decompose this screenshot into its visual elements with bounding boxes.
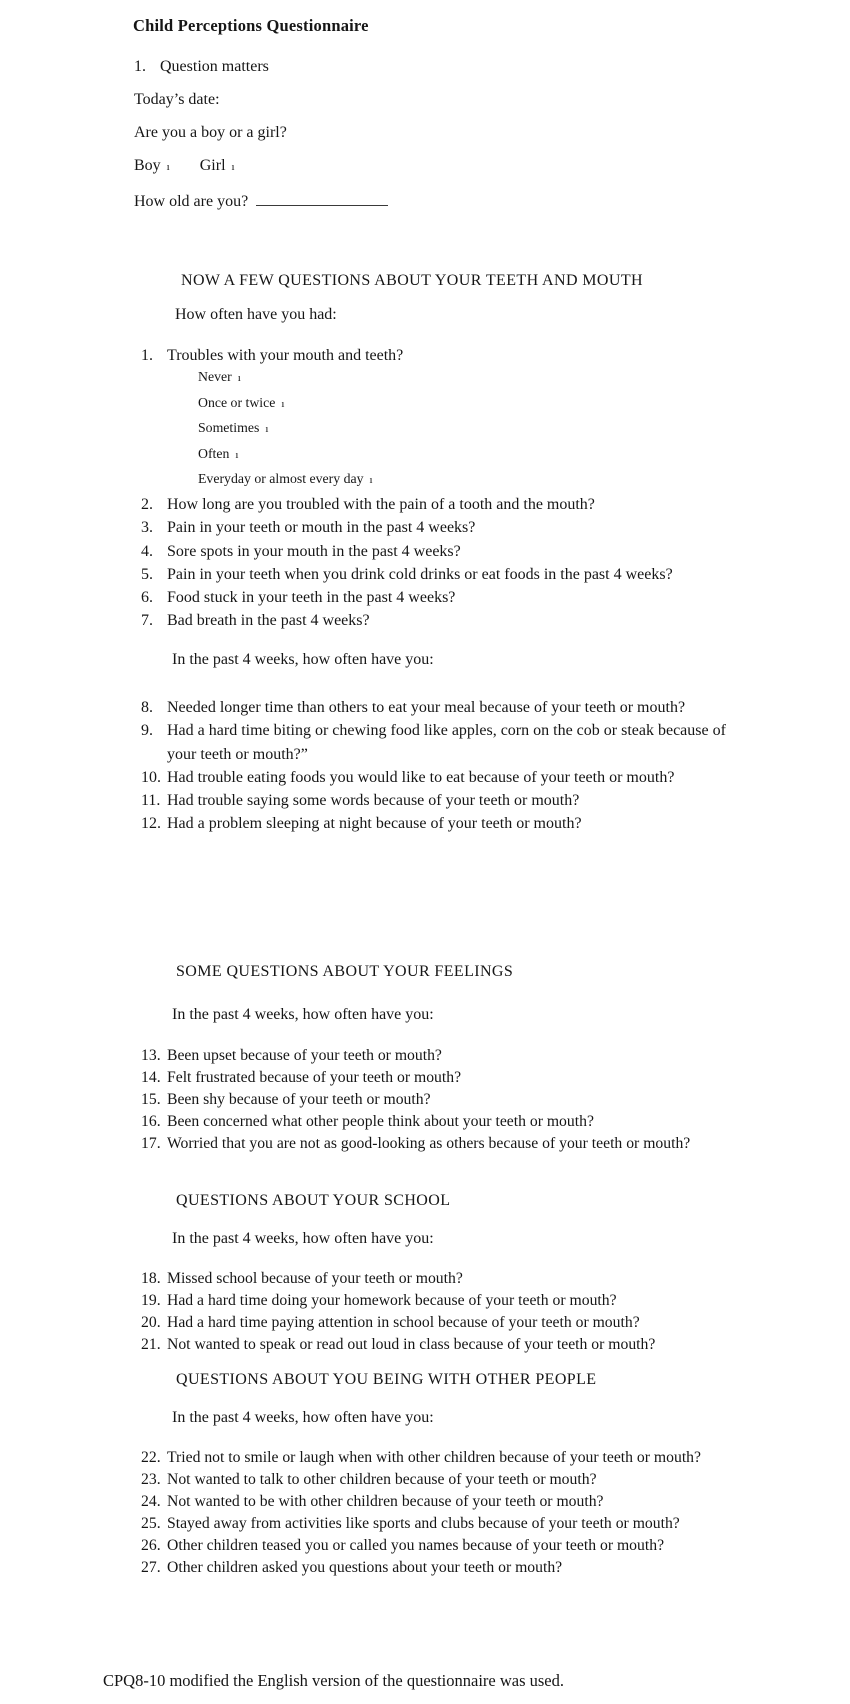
question-1-row xyxy=(141,344,751,367)
question-text: Tried not to smile or laugh when with other children because of your teeth or mouth? xyxy=(167,1449,701,1466)
question-list-feelings xyxy=(141,1045,751,1155)
question-item xyxy=(141,586,751,609)
question-item xyxy=(141,1491,751,1513)
question-number: 9. xyxy=(141,722,153,740)
intro-item-number: 1. xyxy=(134,58,146,75)
question-item xyxy=(141,540,751,563)
question-item xyxy=(141,1513,751,1535)
intro-item-text: Question matters xyxy=(160,58,269,75)
question-text: Troubles with your mouth and teeth? xyxy=(167,347,404,364)
question-text: Not wanted to be with other children because of your teeth or mouth? xyxy=(167,1493,604,1510)
checkbox-mark: ı xyxy=(281,397,285,410)
question-number: 20. xyxy=(141,1314,161,1331)
instruction-past4weeks: In the past 4 weeks, how often have you: xyxy=(172,1230,434,1247)
question-item xyxy=(141,1290,751,1312)
question-number: 2. xyxy=(141,496,153,513)
question-list-school xyxy=(141,1268,751,1356)
question-text: Had a hard time biting or chewing food like apples, corn on the cob or steak because of your teeth or mouth?” xyxy=(167,722,726,763)
date-label: Today’s date: xyxy=(134,91,220,108)
question-item xyxy=(141,563,751,586)
checkbox-mark: ı xyxy=(166,161,170,173)
instruction-past4weeks: In the past 4 weeks, how often have you: xyxy=(172,651,434,668)
age-question-line xyxy=(134,190,388,212)
question-number: 19. xyxy=(141,1292,161,1309)
footer-note: CPQ8-10 modified the English version of the questionnaire was used. xyxy=(103,1671,565,1690)
question-list-functional xyxy=(141,696,751,836)
question-item xyxy=(141,1067,751,1089)
question-item xyxy=(141,609,751,632)
section-header-social: QUESTIONS ABOUT YOU BEING WITH OTHER PEOPLE xyxy=(176,1371,597,1388)
question-number: 4. xyxy=(141,542,153,560)
checkbox-mark: ı xyxy=(235,448,239,461)
option-label: Often xyxy=(198,445,230,461)
intro-block xyxy=(134,57,388,225)
question-item xyxy=(141,1089,751,1111)
question-text: Had a hard time doing your homework because of your teeth or mouth? xyxy=(167,1292,617,1309)
question-number: 5. xyxy=(141,565,153,583)
section-header-school: QUESTIONS ABOUT YOUR SCHOOL xyxy=(176,1192,451,1209)
question-list-social xyxy=(141,1447,751,1579)
question-item xyxy=(141,1334,751,1356)
question-number: 25. xyxy=(141,1515,161,1532)
question-text: Not wanted to speak or read out loud in class because of your teeth or mouth? xyxy=(167,1336,656,1353)
checkbox-mark: ı xyxy=(231,161,235,173)
checkbox-mark: ı xyxy=(369,474,373,487)
question-text: Food stuck in your teeth in the past 4 weeks? xyxy=(167,589,456,607)
question-text: Other children teased you or called you names because of your teeth or mouth? xyxy=(167,1537,665,1554)
option-label: Once or twice xyxy=(198,394,276,410)
instruction-past4weeks: In the past 4 weeks, how often have you: xyxy=(172,1409,434,1426)
boy-label: Boy xyxy=(134,157,161,174)
gender-question: Are you a boy or a girl? xyxy=(134,124,287,141)
question-text: Bad breath in the past 4 weeks? xyxy=(167,612,370,630)
question-text: Had a problem sleeping at night because of your teeth or mouth? xyxy=(167,815,582,833)
answer-option xyxy=(198,467,373,493)
question-item xyxy=(141,789,751,812)
question-item xyxy=(141,493,751,516)
question-number: 8. xyxy=(141,699,153,716)
question-item xyxy=(141,766,751,789)
question-item xyxy=(141,344,751,367)
question-number: 10. xyxy=(141,768,161,786)
gender-options xyxy=(134,156,388,177)
question-text: Had trouble saying some words because of your teeth or mouth? xyxy=(167,792,580,810)
answer-option xyxy=(198,442,373,468)
page-title: Child Perceptions Questionnaire xyxy=(133,16,369,35)
option-label: Sometimes xyxy=(198,420,260,436)
question-number: 6. xyxy=(141,589,153,607)
question-number: 13. xyxy=(141,1047,161,1064)
question-number: 27. xyxy=(141,1559,161,1576)
question-number: 3. xyxy=(141,519,153,537)
question-number: 26. xyxy=(141,1537,161,1554)
question-number: 23. xyxy=(141,1471,161,1488)
question-text: Been upset because of your teeth or mouth? xyxy=(167,1047,442,1064)
question-text: Pain in your teeth or mouth in the past 4 weeks? xyxy=(167,519,476,537)
intro-question-matters xyxy=(134,57,388,77)
question-text: Had trouble eating foods you would like to eat because of your teeth or mouth? xyxy=(167,768,675,786)
question-item xyxy=(141,516,751,539)
instruction-how-often: How often have you had: xyxy=(175,306,337,323)
question-item xyxy=(141,1469,751,1491)
question-number: 24. xyxy=(141,1493,161,1510)
question-item xyxy=(141,1133,751,1155)
question-number: 15. xyxy=(141,1091,161,1108)
question-text: Been concerned what other people think about your teeth or mouth? xyxy=(167,1113,594,1130)
question-item xyxy=(141,1111,751,1133)
question-text: Stayed away from activities like sports and clubs because of your teeth or mouth? xyxy=(167,1515,680,1532)
question-item xyxy=(141,812,751,835)
question-item xyxy=(141,719,751,766)
question-number: 7. xyxy=(141,612,153,630)
question-text: Sore spots in your mouth in the past 4 weeks? xyxy=(167,542,461,560)
checkbox-mark: ı xyxy=(265,423,269,436)
question-number: 16. xyxy=(141,1113,161,1130)
question-number: 17. xyxy=(141,1135,161,1152)
question-number: 18. xyxy=(141,1270,161,1287)
question-text: Needed longer time than others to eat your meal because of your teeth or mouth? xyxy=(167,699,686,716)
option-label: Everyday or almost every day xyxy=(198,471,364,487)
checkbox-mark: ı xyxy=(237,372,241,384)
question-text: How long are you troubled with the pain of a tooth and the mouth? xyxy=(167,496,595,513)
question-item xyxy=(141,1535,751,1557)
question-text: Had a hard time paying attention in school because of your teeth or mouth? xyxy=(167,1314,640,1331)
girl-label: Girl xyxy=(199,157,226,174)
instruction-past4weeks: In the past 4 weeks, how often have you: xyxy=(172,1006,434,1023)
question-item xyxy=(141,1557,751,1579)
age-question: How old are you? xyxy=(134,193,249,210)
answer-option xyxy=(198,391,373,417)
question-number: 21. xyxy=(141,1336,161,1353)
question-item xyxy=(141,696,751,719)
section-header-teeth-mouth: NOW A FEW QUESTIONS ABOUT YOUR TEETH AND MOUTH xyxy=(181,272,643,289)
question-number: 11. xyxy=(141,792,161,810)
question-list-teeth xyxy=(141,493,751,633)
question-number: 14. xyxy=(141,1069,161,1086)
question-text: Been shy because of your teeth or mouth? xyxy=(167,1091,431,1108)
section-header-feelings: SOME QUESTIONS ABOUT YOUR FEELINGS xyxy=(176,963,514,980)
age-answer-blank xyxy=(256,190,388,206)
question-text: Missed school because of your teeth or mouth? xyxy=(167,1270,463,1287)
question-item xyxy=(141,1312,751,1334)
answer-options-list xyxy=(198,365,373,493)
question-item xyxy=(141,1447,751,1469)
question-number: 12. xyxy=(141,815,161,833)
question-number: 22. xyxy=(141,1449,161,1466)
question-text: Not wanted to talk to other children because of your teeth or mouth? xyxy=(167,1471,597,1488)
question-text: Pain in your teeth when you drink cold drinks or eat foods in the past 4 weeks? xyxy=(167,565,673,583)
option-label: Never xyxy=(198,369,232,384)
question-item xyxy=(141,1268,751,1290)
question-text: Worried that you are not as good-looking as others because of your teeth or mouth? xyxy=(167,1135,691,1152)
answer-option xyxy=(198,365,373,391)
question-text: Other children asked you questions about your teeth or mouth? xyxy=(167,1559,563,1576)
question-item xyxy=(141,1045,751,1067)
question-number: 1. xyxy=(141,347,153,364)
question-text: Felt frustrated because of your teeth or mouth? xyxy=(167,1069,462,1086)
answer-option xyxy=(198,416,373,442)
